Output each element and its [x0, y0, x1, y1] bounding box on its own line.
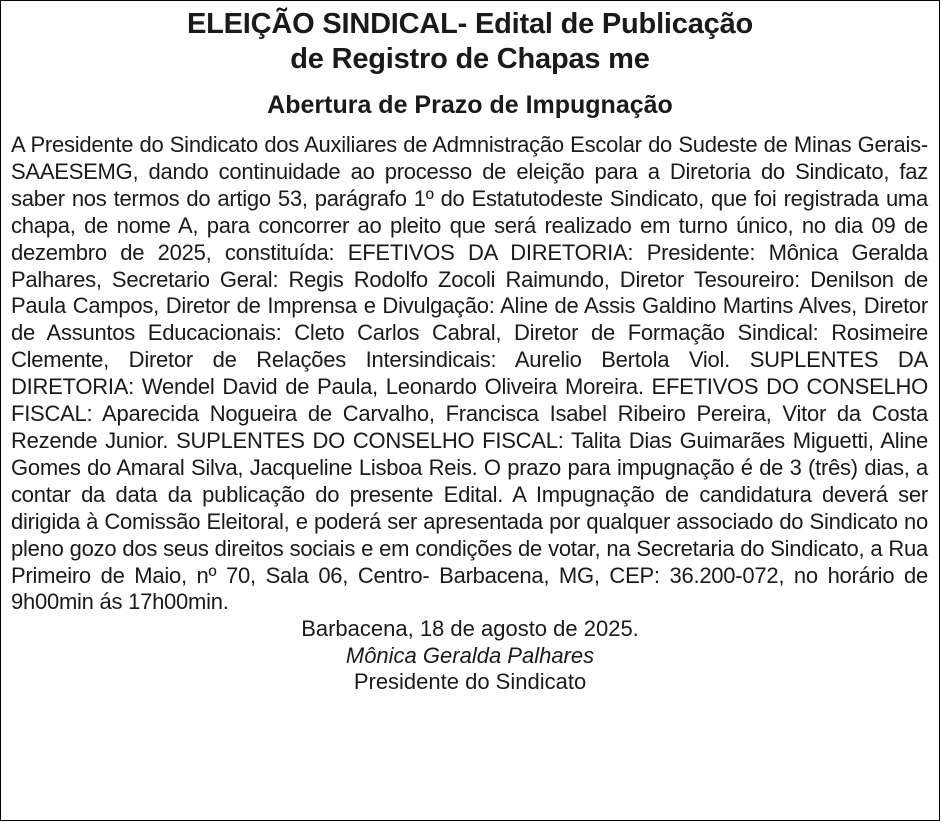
- signer-role: Presidente do Sindicato: [353, 669, 587, 695]
- signer-name: Mônica Geralda Palhares: [345, 642, 595, 668]
- notice-title: [1, 7, 939, 77]
- title-line-2: de Registro de Chapas me: [290, 43, 650, 75]
- notice-body: A Presidente do Sindicato dos Auxiliares de Admnistração Escolar do Sudeste de Minas Gerais- SAAESEMG, dando continuidade ao processo de eleição para a Diretoria do Sindicato, faz saber nos termos do artigo 53, parágrafo 1º do Estatutodeste Sindicato, que foi registrada uma chapa, de nome A, para concorrer ao pleito que será realizado em turno único, no dia 09 de dezembro de 2025, constituída: EFETIVOS DA DIRETORIA: Presidente: Mônica Geralda Palhares, Secretario Geral: Regis Rodolfo Zocoli Raimundo, Diretor Tesoureiro: Denilson de Paula Campos, Diretor de Imprensa e Divulgação: Aline de Assis Galdino Martins Alves, Diretor de Assuntos Educacionais: Cleto Carlos Cabral, Diretor de Formação Sindical: Rosimeire Clemente, Diretor de Relações Intersindicais: Aurelio Bertola Viol. SUPLENTES DA DIRETORIA: Wendel David de Paula, Leonardo Oliveira Moreira. EFETIVOS DO CONSELHO FISCAL: Aparecida Nogueira de Carvalho, Francisca Isabel Ribeiro Pereira, Vitor da Costa Rezende Junior. SUPLENTES DO CONSELHO FISCAL: Talita Dias Guimarães Miguetti, Aline Gomes do Amaral Silva, Jacqueline Lisboa Reis. O prazo para impugnação é de 3 (três) dias, a contar da data da publicação do presente Edital. A Impugnação de candidatura deverá ser dirigida à Comissão Eleitoral, e poderá ser apresentada por qualquer associado do Sindicato no pleno gozo dos seus direitos sociais e em condições de votar, na Secretaria do Sindicato, a Rua Primeiro de Maio, nº 70, Sala 06, Centro- Barbacena, MG, CEP: 36.200-072, no horário de 9h00min ás 17h00min.: [11, 132, 928, 615]
- place-date: Barbacena, 18 de agosto de 2025.: [301, 616, 639, 642]
- title-line-1: ELEIÇÃO SINDICAL- Edital de Publicação: [186, 8, 754, 40]
- notice-closing: [1, 616, 939, 696]
- notice-subtitle: Abertura de Prazo de Impugnação: [267, 91, 673, 119]
